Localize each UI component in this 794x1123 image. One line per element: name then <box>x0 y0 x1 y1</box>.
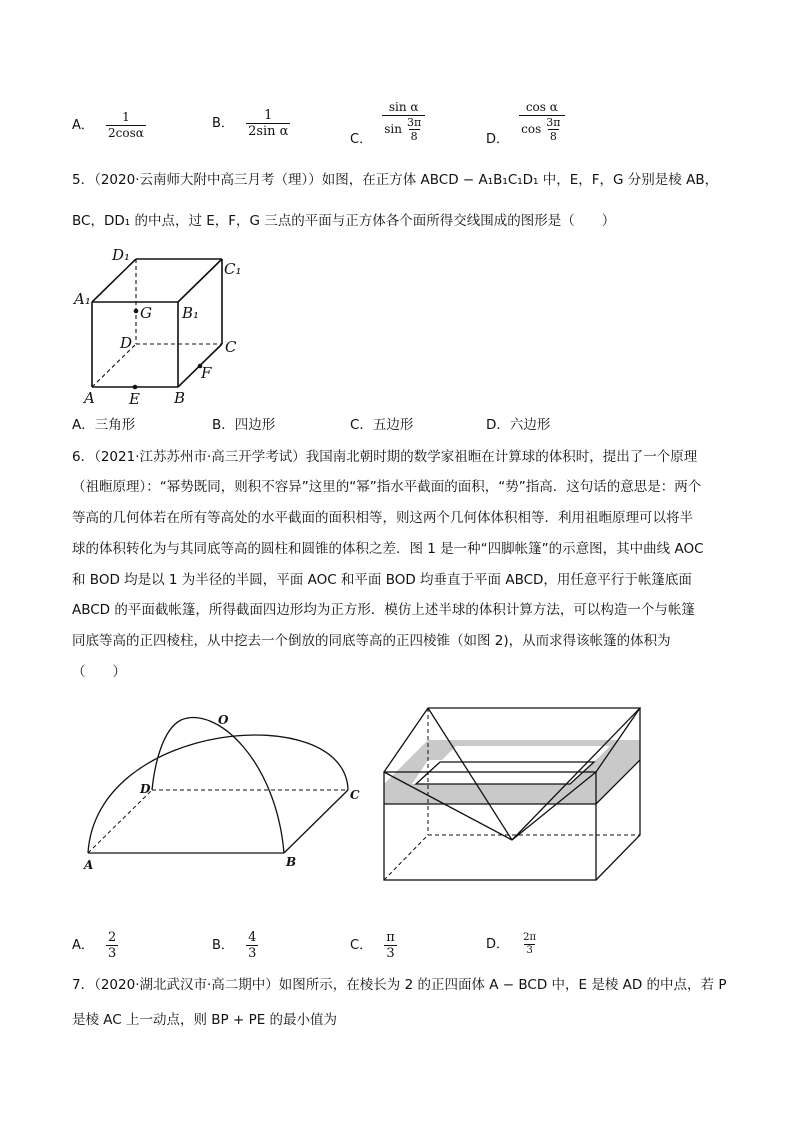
q4-option-b: B． $\frac{1}{\text{2sin α}}$ <box>212 108 289 139</box>
q6-text-line8: （ ） <box>72 664 126 680</box>
q5-text-line2: BC，DD₁ 的中点，过 E，F，G 三点的平面与正方体各个面所得交线围成的图形是（ ） <box>72 213 616 229</box>
q5-option-c: C．五边形 <box>350 417 414 433</box>
q4-option-d: D． cos α cos $\frac{3\pi}{8}$ <box>486 100 565 143</box>
q5-option-a: A．三角形 <box>72 417 136 433</box>
q7-text-line2: 是棱 AC 上一动点，则 BP + PE 的最小值为 <box>72 1012 338 1028</box>
q6-text-line3: 等高的几何体若在所有等高处的水平截面的面积相等，则这两个几何体体积相等．利用祖暅原理可以将半 <box>72 510 693 526</box>
label-b1: B₁ <box>182 304 200 322</box>
q5-option-d: D．六边形 <box>486 417 551 433</box>
label-c1: C₁ <box>224 260 242 278</box>
q4-option-b-fraction: $\frac{1}{\text{2sin α}}$ <box>248 108 289 139</box>
label-d: D <box>120 334 133 352</box>
q4-option-c-fraction: sin α sin $\frac{3\pi}{8}$ <box>382 100 425 143</box>
q6-option-c: C． $\frac{\pi}{3}$ <box>350 930 395 961</box>
label-a: A <box>84 389 95 407</box>
label-a: A <box>84 858 94 872</box>
edge-a1d1 <box>92 259 136 302</box>
label-o: O <box>218 713 229 727</box>
q5-text-line1: 5．（2020·云南师大附中高三月考（理））如图，在正方体 ABCD − A₁B₁C₁D₁ 中，E，F，G 分别是棱 AB， <box>72 172 719 188</box>
edge-b1c1 <box>178 259 222 302</box>
q6-text-line6: ABCD 的平面截帐篷，所得截面四边形均为正方形．模仿上述半球的体积计算方法，可以构造一个与帐篷 <box>72 602 695 618</box>
q6-option-b: B． $\frac{4}{3}$ <box>212 930 257 961</box>
q4-option-a-fraction: $\frac{1}{2\cos\alpha}$ <box>108 110 144 140</box>
q6-option-a: A． $\frac{2}{3}$ <box>72 930 117 961</box>
arc-aoc <box>88 735 348 853</box>
label-d: D <box>140 782 151 796</box>
q6-text-line2: （祖暅原理）：“幂势既同，则积不容异”这里的“幂”指水平截面的面积，“势”指高．这句话的意思是：两个 <box>72 479 702 495</box>
point-e <box>133 385 138 390</box>
q6-tent-figure <box>76 700 376 880</box>
label-b: B <box>286 855 297 869</box>
q6-text-line4: 球的体积转化为与其同底等高的圆柱和圆锥的体积之差．图 1 是一种“四脚帐篷”的示意图，其中曲线 AOC <box>72 541 704 557</box>
label-g: G <box>140 304 152 322</box>
q5-option-b: B．四边形 <box>212 417 276 433</box>
q6-option-d: D． $\frac{2\pi}{3}$ <box>486 932 537 956</box>
q6-text-line5: 和 BOD 均是以 1 为半径的半圆，平面 AOC 和平面 BOD 均垂直于平面 ABCD，用任意平行于帐篷底面 <box>72 572 692 588</box>
band-inner-face <box>416 762 594 784</box>
label-b: B <box>174 389 186 407</box>
label-c: C <box>350 788 360 802</box>
edge-ad <box>88 790 152 853</box>
edge-bc <box>284 790 348 853</box>
q7-text-line1: 7．（2020·湖北武汉市·高二期中）如图所示，在棱长为 2 的正四面体 A − BCD 中，E 是棱 AD 的中点，若 P <box>72 977 727 993</box>
q6-text-line7: 同底等高的正四棱柱，从中挖去一个倒放的同底等高的正四棱锥（如图 2)，从而求得该帐篷的体积为 <box>72 633 671 649</box>
band-inner-top <box>440 746 610 762</box>
label-d1: D₁ <box>112 246 131 264</box>
point-g <box>134 309 139 314</box>
label-f: F <box>201 364 212 382</box>
q6-prism-figure <box>380 700 650 885</box>
q4-option-d-fraction: cos α cos $\frac{3\pi}{8}$ <box>519 100 564 143</box>
label-a1: A₁ <box>74 290 91 308</box>
hidden-edge-left <box>384 835 428 880</box>
label-e: E <box>129 390 140 408</box>
q4-option-a: A． $\frac{1}{2\cos\alpha}$ <box>72 110 144 140</box>
q6-text-line1: 6．（2021·江苏苏州市·高三开学考试）我国南北朝时期的数学家祖暅在计算球的体积时，提出了一个原理 <box>72 449 698 465</box>
q4-option-c: C． sin α sin $\frac{3\pi}{8}$ <box>350 100 425 143</box>
q5-cube-figure <box>70 240 250 408</box>
label-c: C <box>225 338 237 356</box>
